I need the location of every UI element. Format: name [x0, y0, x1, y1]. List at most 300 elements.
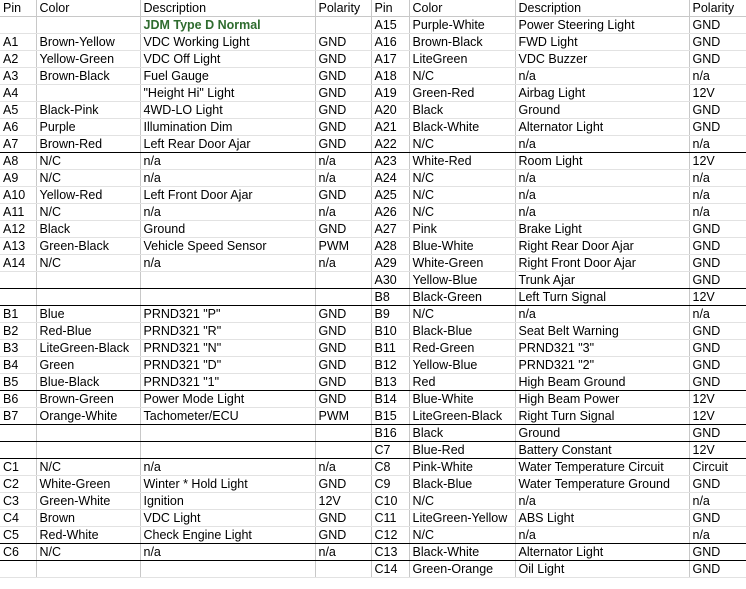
pin-cell: C2	[0, 476, 36, 493]
table-row	[0, 340, 746, 357]
polarity-cell: GND	[689, 510, 746, 527]
polarity-cell	[315, 289, 371, 306]
color-cell: Pink	[409, 221, 515, 238]
polarity-cell: PWM	[315, 408, 371, 425]
color-cell: Green	[36, 357, 140, 374]
table-row	[0, 374, 746, 391]
polarity-cell: 12V	[315, 493, 371, 510]
color-cell: Red-Blue	[36, 323, 140, 340]
table-row	[0, 544, 746, 561]
table-row	[0, 527, 746, 544]
polarity-cell: GND	[315, 323, 371, 340]
column-header: Pin	[371, 0, 409, 17]
polarity-cell: GND	[689, 561, 746, 578]
polarity-cell: GND	[689, 357, 746, 374]
color-cell: Yellow-Blue	[409, 272, 515, 289]
description-cell: Brake Light	[515, 221, 689, 238]
color-cell: Black	[36, 221, 140, 238]
color-cell: Brown-Black	[36, 68, 140, 85]
pin-cell: B12	[371, 357, 409, 374]
color-cell: N/C	[409, 136, 515, 153]
polarity-cell: GND	[689, 221, 746, 238]
pin-cell: A16	[371, 34, 409, 51]
color-cell	[36, 17, 140, 34]
polarity-cell: 12V	[689, 153, 746, 170]
polarity-cell: n/a	[315, 204, 371, 221]
pin-cell: A20	[371, 102, 409, 119]
polarity-cell	[315, 17, 371, 34]
description-cell: PRND321 "3"	[515, 340, 689, 357]
color-cell: N/C	[409, 204, 515, 221]
pin-cell: C11	[371, 510, 409, 527]
pin-cell: C10	[371, 493, 409, 510]
color-cell: Green-Black	[36, 238, 140, 255]
column-header: Pin	[0, 0, 36, 17]
description-cell: High Beam Ground	[515, 374, 689, 391]
pin-cell: B2	[0, 323, 36, 340]
description-cell: n/a	[515, 68, 689, 85]
pin-cell: C9	[371, 476, 409, 493]
polarity-cell: GND	[315, 68, 371, 85]
color-cell: LiteGreen-Black	[36, 340, 140, 357]
description-cell: Water Temperature Ground	[515, 476, 689, 493]
column-header: Color	[409, 0, 515, 17]
description-cell: Right Rear Door Ajar	[515, 238, 689, 255]
description-cell: Ground	[140, 221, 315, 238]
color-cell: White-Green	[36, 476, 140, 493]
color-cell: Black-Blue	[409, 323, 515, 340]
pin-cell: C3	[0, 493, 36, 510]
pin-cell: B7	[0, 408, 36, 425]
color-cell: Red	[409, 374, 515, 391]
color-cell: N/C	[36, 204, 140, 221]
table-row	[0, 459, 746, 476]
pin-cell: C14	[371, 561, 409, 578]
color-cell: N/C	[36, 170, 140, 187]
description-cell: n/a	[140, 255, 315, 272]
color-cell: Red-Green	[409, 340, 515, 357]
description-cell: n/a	[515, 187, 689, 204]
color-cell: N/C	[36, 544, 140, 561]
polarity-cell: n/a	[689, 493, 746, 510]
color-cell: Green-Orange	[409, 561, 515, 578]
pin-cell	[0, 561, 36, 578]
pin-cell: A30	[371, 272, 409, 289]
table-row	[0, 170, 746, 187]
color-cell: Blue-White	[409, 238, 515, 255]
description-cell	[140, 561, 315, 578]
polarity-cell: GND	[689, 238, 746, 255]
color-cell: N/C	[409, 493, 515, 510]
polarity-cell: GND	[315, 102, 371, 119]
table-row	[0, 238, 746, 255]
color-cell: Green-White	[36, 493, 140, 510]
color-cell: Black-White	[409, 544, 515, 561]
polarity-cell: 12V	[689, 391, 746, 408]
color-cell	[36, 85, 140, 102]
table-row	[0, 425, 746, 442]
table-row	[0, 204, 746, 221]
pin-cell	[0, 289, 36, 306]
column-header: Description	[515, 0, 689, 17]
color-cell	[36, 289, 140, 306]
description-cell: PRND321 "1"	[140, 374, 315, 391]
pin-cell	[0, 442, 36, 459]
pin-cell: A27	[371, 221, 409, 238]
pin-cell: A3	[0, 68, 36, 85]
description-cell: VDC Working Light	[140, 34, 315, 51]
polarity-cell: 12V	[689, 289, 746, 306]
column-header: Polarity	[689, 0, 746, 17]
polarity-cell: GND	[315, 306, 371, 323]
description-cell: Airbag Light	[515, 85, 689, 102]
polarity-cell: GND	[315, 221, 371, 238]
color-cell: N/C	[36, 153, 140, 170]
polarity-cell: GND	[689, 374, 746, 391]
pin-cell: B9	[371, 306, 409, 323]
description-cell: VDC Light	[140, 510, 315, 527]
pin-cell: B11	[371, 340, 409, 357]
polarity-cell: n/a	[689, 136, 746, 153]
description-cell: PRND321 "R"	[140, 323, 315, 340]
description-cell: n/a	[515, 527, 689, 544]
table-row	[0, 221, 746, 238]
header-row	[0, 0, 746, 17]
color-cell: Brown-Green	[36, 391, 140, 408]
pin-cell: B3	[0, 340, 36, 357]
description-cell: Vehicle Speed Sensor	[140, 238, 315, 255]
color-cell: Black-Pink	[36, 102, 140, 119]
table-row	[0, 68, 746, 85]
pin-cell: B4	[0, 357, 36, 374]
pin-cell: C1	[0, 459, 36, 476]
color-cell: Orange-White	[36, 408, 140, 425]
color-cell: Black-Green	[409, 289, 515, 306]
pin-cell	[0, 425, 36, 442]
color-cell: Green-Red	[409, 85, 515, 102]
pin-cell: A8	[0, 153, 36, 170]
description-cell: Alternator Light	[515, 119, 689, 136]
color-cell	[36, 442, 140, 459]
color-cell	[36, 561, 140, 578]
description-cell: Illumination Dim	[140, 119, 315, 136]
color-cell: Black-White	[409, 119, 515, 136]
pin-cell: A21	[371, 119, 409, 136]
description-cell: n/a	[140, 170, 315, 187]
table-row	[0, 187, 746, 204]
pin-cell: A6	[0, 119, 36, 136]
polarity-cell: Circuit	[689, 459, 746, 476]
pin-cell: A22	[371, 136, 409, 153]
table-row	[0, 442, 746, 459]
table-row	[0, 85, 746, 102]
table-row	[0, 476, 746, 493]
polarity-cell: GND	[315, 136, 371, 153]
polarity-cell: GND	[315, 85, 371, 102]
table-row	[0, 34, 746, 51]
description-cell	[140, 289, 315, 306]
description-cell: n/a	[515, 170, 689, 187]
description-cell: PRND321 "D"	[140, 357, 315, 374]
pin-cell: B10	[371, 323, 409, 340]
table-row	[0, 306, 746, 323]
color-cell: N/C	[409, 170, 515, 187]
polarity-cell: 12V	[689, 85, 746, 102]
table-row	[0, 51, 746, 68]
table-row	[0, 255, 746, 272]
table-row	[0, 272, 746, 289]
pin-cell: C8	[371, 459, 409, 476]
description-cell: 4WD-LO Light	[140, 102, 315, 119]
description-cell: n/a	[515, 306, 689, 323]
pin-cell	[0, 17, 36, 34]
description-cell: FWD Light	[515, 34, 689, 51]
polarity-cell: n/a	[689, 204, 746, 221]
column-header: Color	[36, 0, 140, 17]
description-cell: Fuel Gauge	[140, 68, 315, 85]
color-cell: Blue-Black	[36, 374, 140, 391]
polarity-cell: GND	[689, 272, 746, 289]
polarity-cell: n/a	[689, 68, 746, 85]
description-cell: Right Front Door Ajar	[515, 255, 689, 272]
color-cell: N/C	[409, 187, 515, 204]
polarity-cell: 12V	[689, 408, 746, 425]
description-cell: Left Front Door Ajar	[140, 187, 315, 204]
description-cell: Left Turn Signal	[515, 289, 689, 306]
polarity-cell: n/a	[315, 153, 371, 170]
table-row	[0, 289, 746, 306]
description-cell: Ignition	[140, 493, 315, 510]
polarity-cell: GND	[689, 34, 746, 51]
description-cell: Ground	[515, 425, 689, 442]
color-cell: LiteGreen-Yellow	[409, 510, 515, 527]
pin-cell: A1	[0, 34, 36, 51]
pin-cell: C12	[371, 527, 409, 544]
color-cell: Purple-White	[409, 17, 515, 34]
table-row	[0, 153, 746, 170]
color-cell: Brown-Red	[36, 136, 140, 153]
color-cell: Black-Blue	[409, 476, 515, 493]
color-cell: N/C	[36, 459, 140, 476]
polarity-cell: n/a	[689, 170, 746, 187]
color-cell: Pink-White	[409, 459, 515, 476]
color-cell: Brown-Black	[409, 34, 515, 51]
table-row	[0, 357, 746, 374]
polarity-cell: n/a	[689, 527, 746, 544]
description-cell: n/a	[140, 204, 315, 221]
polarity-cell: n/a	[315, 170, 371, 187]
description-cell	[140, 425, 315, 442]
polarity-cell: GND	[689, 51, 746, 68]
pin-cell: B6	[0, 391, 36, 408]
description-cell: Left Rear Door Ajar	[140, 136, 315, 153]
pin-cell: A24	[371, 170, 409, 187]
table-row	[0, 561, 746, 578]
description-cell: Room Light	[515, 153, 689, 170]
pin-cell: C13	[371, 544, 409, 561]
polarity-cell: GND	[315, 340, 371, 357]
description-cell: PRND321 "2"	[515, 357, 689, 374]
pin-cell: A14	[0, 255, 36, 272]
polarity-cell: GND	[315, 527, 371, 544]
polarity-cell: GND	[689, 323, 746, 340]
description-cell: Alternator Light	[515, 544, 689, 561]
pin-cell	[0, 272, 36, 289]
color-cell: N/C	[409, 68, 515, 85]
pin-cell: A5	[0, 102, 36, 119]
description-cell: Water Temperature Circuit	[515, 459, 689, 476]
pin-cell: A9	[0, 170, 36, 187]
description-cell: n/a	[140, 459, 315, 476]
polarity-cell: GND	[315, 510, 371, 527]
pin-cell: A10	[0, 187, 36, 204]
pin-cell: A19	[371, 85, 409, 102]
color-cell	[36, 425, 140, 442]
description-cell: Seat Belt Warning	[515, 323, 689, 340]
polarity-cell: n/a	[315, 255, 371, 272]
description-cell: Ground	[515, 102, 689, 119]
description-cell: VDC Off Light	[140, 51, 315, 68]
polarity-cell: GND	[689, 119, 746, 136]
column-header: Polarity	[315, 0, 371, 17]
color-cell: N/C	[409, 527, 515, 544]
pin-cell: A4	[0, 85, 36, 102]
color-cell: Brown	[36, 510, 140, 527]
polarity-cell: GND	[315, 119, 371, 136]
color-cell: Black	[409, 102, 515, 119]
description-cell	[140, 272, 315, 289]
polarity-cell: GND	[315, 374, 371, 391]
table-title: JDM Type D Normal	[140, 17, 315, 34]
pin-cell: B1	[0, 306, 36, 323]
polarity-cell	[315, 272, 371, 289]
polarity-cell: PWM	[315, 238, 371, 255]
table-row	[0, 408, 746, 425]
pin-cell: C4	[0, 510, 36, 527]
table-row	[0, 493, 746, 510]
pin-cell: A29	[371, 255, 409, 272]
description-cell: Power Steering Light	[515, 17, 689, 34]
color-cell: Brown-Yellow	[36, 34, 140, 51]
color-cell: Red-White	[36, 527, 140, 544]
color-cell: Black	[409, 425, 515, 442]
pin-cell: C5	[0, 527, 36, 544]
polarity-cell: GND	[689, 102, 746, 119]
pin-cell: A18	[371, 68, 409, 85]
color-cell: White-Green	[409, 255, 515, 272]
description-cell: Right Turn Signal	[515, 408, 689, 425]
color-cell	[36, 272, 140, 289]
pin-cell: A23	[371, 153, 409, 170]
polarity-cell: GND	[315, 357, 371, 374]
table-row	[0, 323, 746, 340]
column-header: Description	[140, 0, 315, 17]
description-cell: PRND321 "P"	[140, 306, 315, 323]
pin-cell: A13	[0, 238, 36, 255]
polarity-cell: GND	[689, 340, 746, 357]
table-row	[0, 136, 746, 153]
color-cell: Yellow-Blue	[409, 357, 515, 374]
color-cell: Yellow-Green	[36, 51, 140, 68]
polarity-cell: GND	[315, 391, 371, 408]
polarity-cell	[315, 561, 371, 578]
description-cell: n/a	[515, 136, 689, 153]
polarity-cell: GND	[689, 17, 746, 34]
description-cell: High Beam Power	[515, 391, 689, 408]
description-cell: VDC Buzzer	[515, 51, 689, 68]
table-row	[0, 510, 746, 527]
pin-cell: A11	[0, 204, 36, 221]
table-row	[0, 119, 746, 136]
description-cell: ABS Light	[515, 510, 689, 527]
pin-cell: B16	[371, 425, 409, 442]
polarity-cell: GND	[315, 51, 371, 68]
polarity-cell: n/a	[689, 187, 746, 204]
description-cell: Power Mode Light	[140, 391, 315, 408]
description-cell: Winter * Hold Light	[140, 476, 315, 493]
pin-cell: B5	[0, 374, 36, 391]
description-cell: n/a	[515, 493, 689, 510]
color-cell: N/C	[36, 255, 140, 272]
color-cell: Purple	[36, 119, 140, 136]
description-cell: Trunk Ajar	[515, 272, 689, 289]
color-cell: Yellow-Red	[36, 187, 140, 204]
description-cell: "Height Hi" Light	[140, 85, 315, 102]
color-cell: N/C	[409, 306, 515, 323]
polarity-cell: GND	[689, 255, 746, 272]
pin-cell: B15	[371, 408, 409, 425]
description-cell	[140, 442, 315, 459]
table-row	[0, 102, 746, 119]
color-cell: Blue-White	[409, 391, 515, 408]
polarity-cell: n/a	[689, 306, 746, 323]
description-cell: Battery Constant	[515, 442, 689, 459]
pin-cell: A12	[0, 221, 36, 238]
polarity-cell: GND	[689, 425, 746, 442]
table-row	[0, 17, 746, 34]
color-cell: Blue-Red	[409, 442, 515, 459]
description-cell: n/a	[140, 544, 315, 561]
pin-cell: B14	[371, 391, 409, 408]
table-row	[0, 391, 746, 408]
polarity-cell: n/a	[315, 544, 371, 561]
pin-cell: C7	[371, 442, 409, 459]
pin-cell: B8	[371, 289, 409, 306]
description-cell: PRND321 "N"	[140, 340, 315, 357]
polarity-cell	[315, 442, 371, 459]
description-cell: n/a	[515, 204, 689, 221]
pin-cell: A15	[371, 17, 409, 34]
pin-cell: A7	[0, 136, 36, 153]
pin-cell: A28	[371, 238, 409, 255]
polarity-cell: GND	[689, 544, 746, 561]
color-cell: Blue	[36, 306, 140, 323]
description-cell: Oil Light	[515, 561, 689, 578]
color-cell: LiteGreen-Black	[409, 408, 515, 425]
pin-cell: A2	[0, 51, 36, 68]
polarity-cell: GND	[689, 476, 746, 493]
polarity-cell: GND	[315, 187, 371, 204]
description-cell: Tachometer/ECU	[140, 408, 315, 425]
description-cell: Check Engine Light	[140, 527, 315, 544]
polarity-cell: n/a	[315, 459, 371, 476]
pin-cell: C6	[0, 544, 36, 561]
description-cell: n/a	[140, 153, 315, 170]
color-cell: White-Red	[409, 153, 515, 170]
polarity-cell: GND	[315, 34, 371, 51]
pin-cell: A17	[371, 51, 409, 68]
pin-cell: A25	[371, 187, 409, 204]
